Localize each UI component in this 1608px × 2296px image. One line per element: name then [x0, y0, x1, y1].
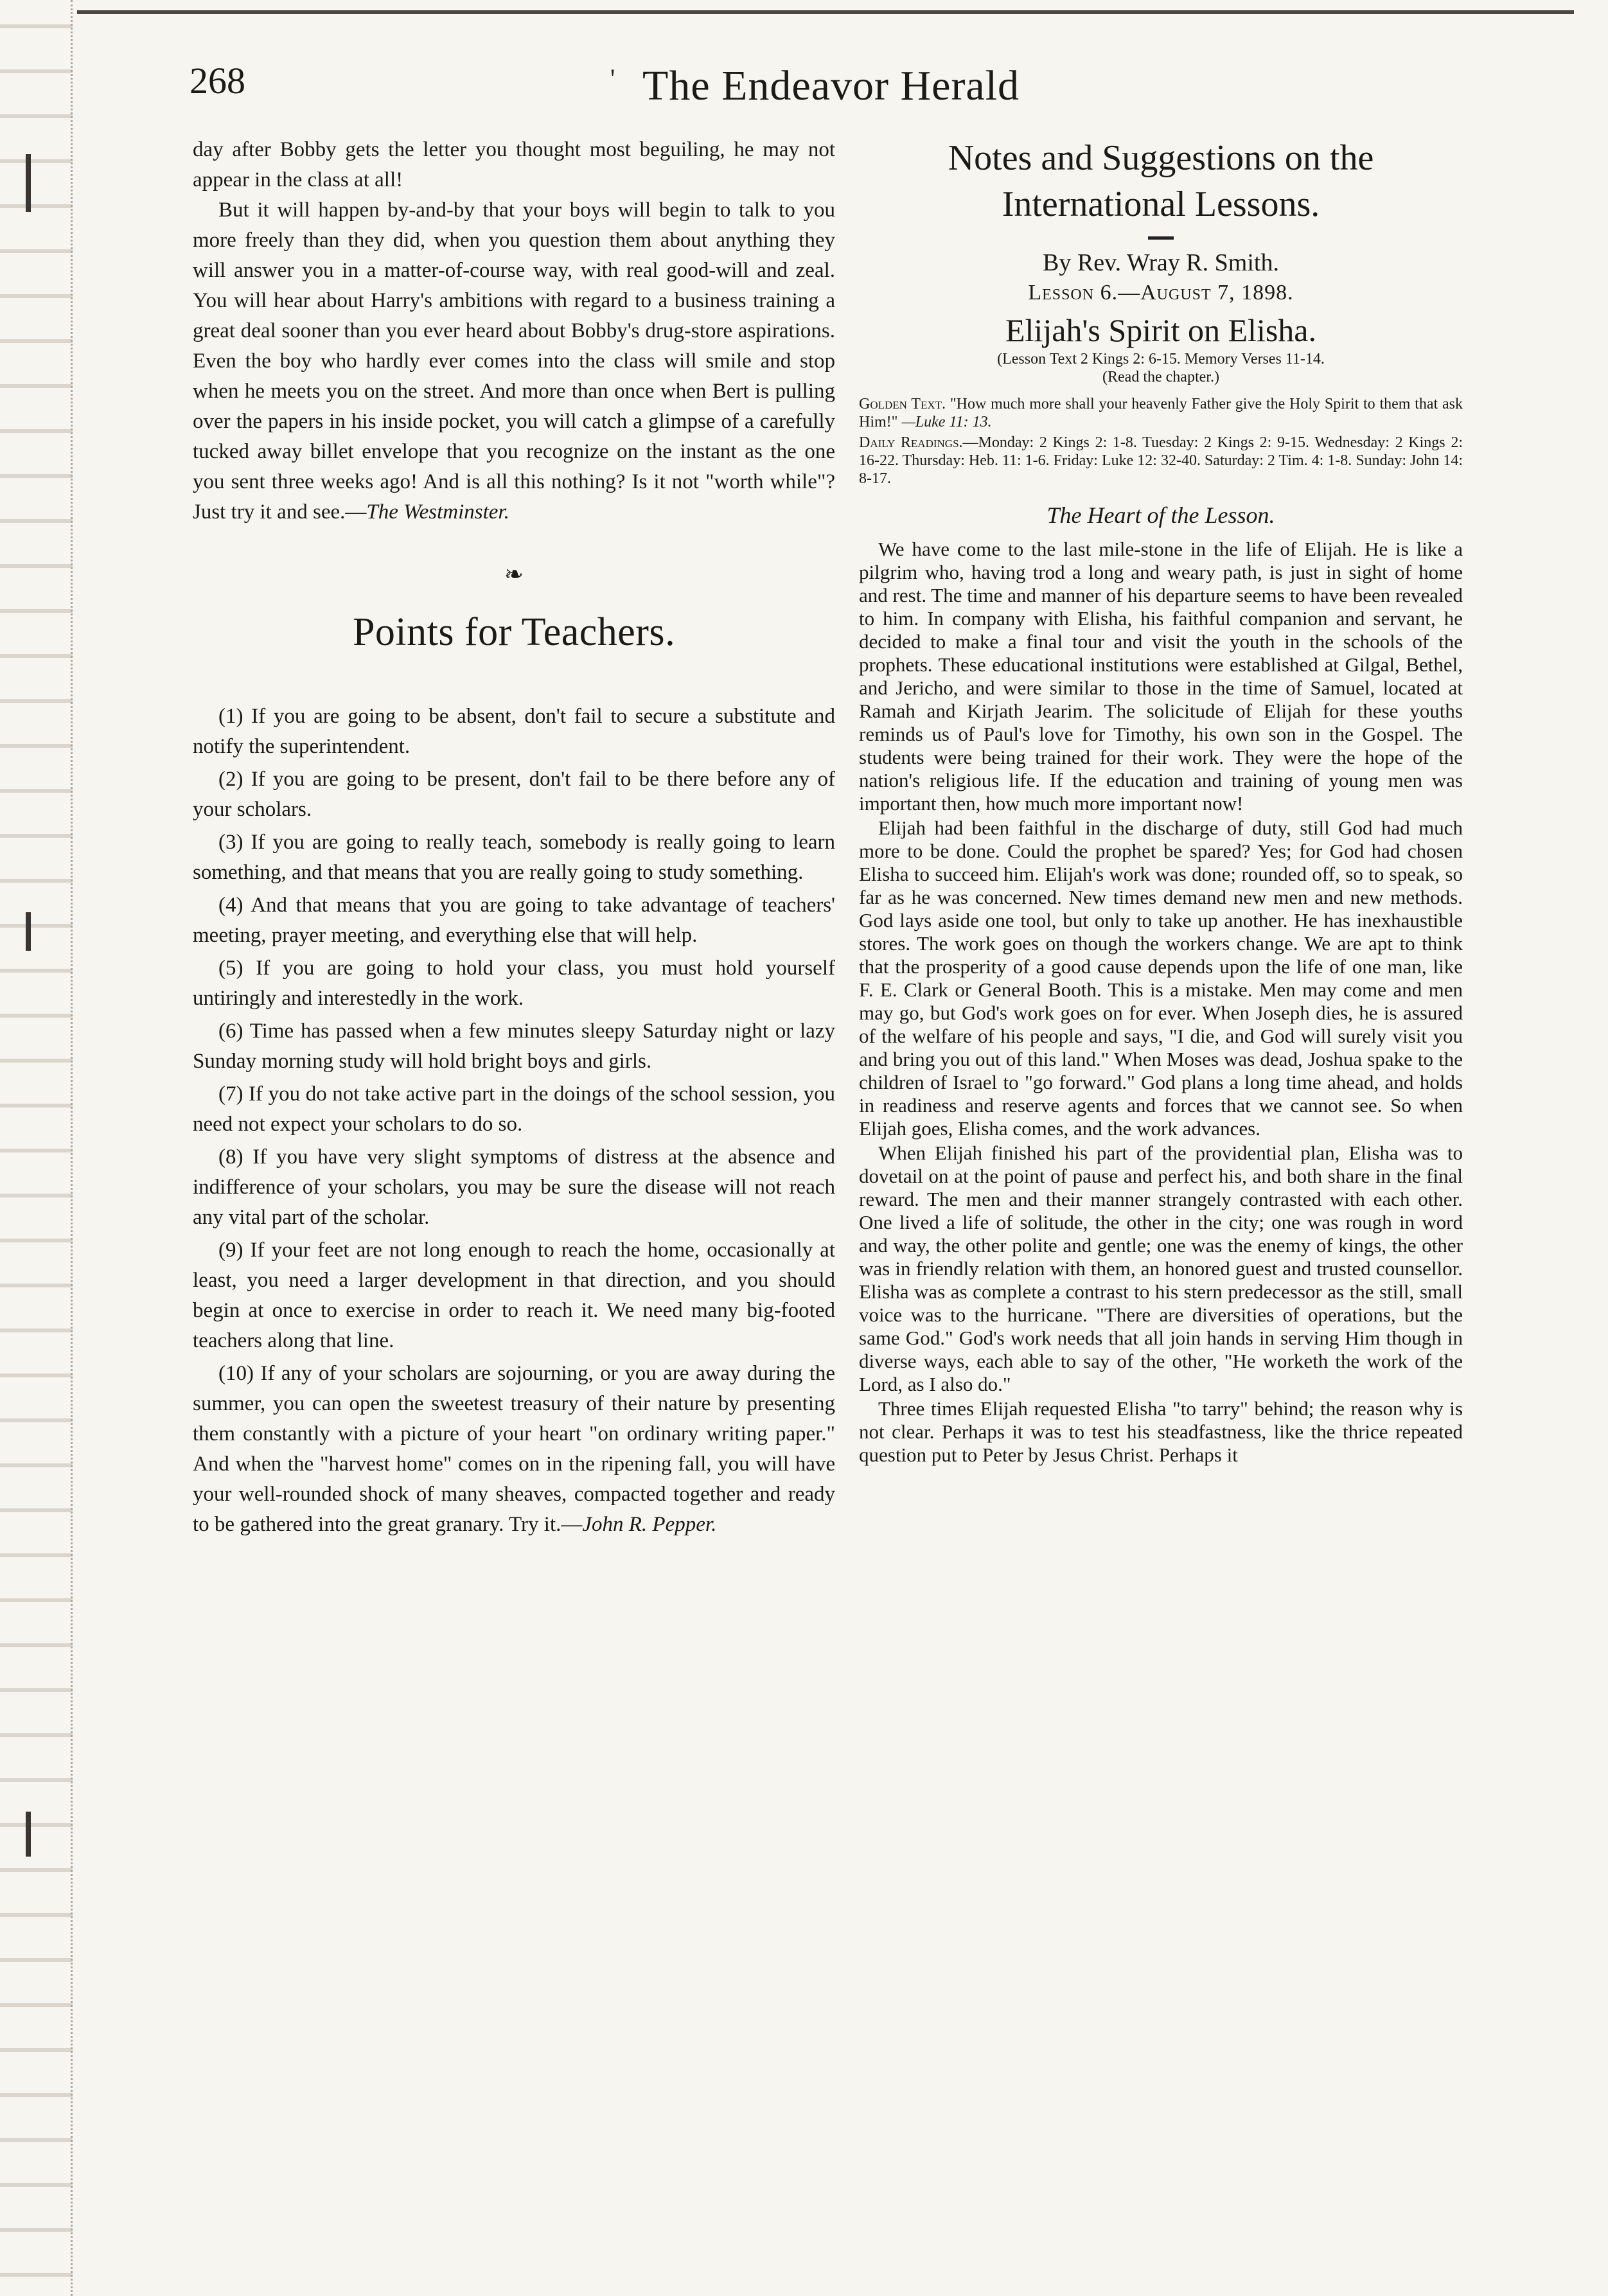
right-column [859, 135, 1463, 1468]
point-item: (8) If you have very slight symptoms of distress at the absence and indifference of your scholars, you may be sure the disease will not reach any vital part of the scholar. [193, 1145, 835, 1229]
lesson-line: Lesson 6.—August 7, 1898. [1028, 281, 1294, 305]
subsection-heading: The Heart of the Lesson. [1047, 502, 1275, 528]
lesson-title: Elijah's Spirit on Elisha. [1005, 312, 1316, 348]
gutter-mark [26, 1812, 31, 1857]
point-item: (5) If you are going to hold your class, you must hold yourself untiringly and interestedly in the work. [193, 957, 835, 1010]
golden-text-ref: —Luke 11: 13. [901, 414, 992, 430]
body-paragraph: Three times Elijah requested Elisha "to tarry" behind; the reason why is not clear. Perhaps it was to test his steadfastness, like the thrice repeated question put to Peter by Jesus Christ. Perhaps it [859, 1397, 1463, 1466]
read-chapter-note: (Read the chapter.) [1102, 369, 1219, 385]
point-text: (10) If any of your scholars are sojourning, or you are away during the summer, you can open the sweetest treasury of their nature by presenting them constantly with a picture of your heart "on ordinary writing paper." And when the "harvest home" comes on in the ripening fall, you will have your well-rounded shock of many sheaves, compacted together and ready to be gathered into the great granary. Try it.— [193, 1362, 835, 1536]
intro-source: The Westminster. [366, 500, 509, 524]
daily-readings-body: —Monday: 2 Kings 2: 1-8. Tuesday: 2 Kings 2: 9-15. Wednesday: 2 Kings 2: 16-22. Thursday: Heb. 11: 1-6. Friday: Luke 12: 32-40. Saturday: 2 Tim. 4: 1-8. Sunday: John 14: 8-17. [859, 434, 1463, 487]
point-item: (4) And that means that you are going to take advantage of teachers' meeting, prayer meeting, and everything else that will help. [193, 894, 835, 947]
body-paragraph: We have come to the last mile-stone in the life of Elijah. He is like a pilgrim who, having trod a long and weary path, is just in sight of home and rest. The time and manner of his departure seems to have been revealed to him. In company with Elisha, his faithful companion and servant, he decided to make a final tour and visit the youth in the schools of the prophets. These educational institutions were established at Gilgal, Bethel, and Jericho, and were similar to those in the time of Samuel, located at Ramah and Kirjath Jearim. The solicitude of Elijah for these youths reminds us of Paul's love for Timothy, his own son in the Gospel. The students were being trained for their work. They were the hope of the nation's religious life. If the education and training of young men was important then, how much more important now! [859, 538, 1463, 815]
lesson-text-ref: (Lesson Text 2 Kings 2: 6-15. Memory Verses 11-14. [997, 351, 1325, 367]
binding-gutter [0, 0, 73, 2296]
title-rule [1148, 236, 1174, 240]
body-paragraph: When Elijah finished his part of the providential plan, Elisha was to dovetail on at the point of pause and perfect his, and both share in the final reward. The men and their manner strangely contrasted with each other. One lived a life of solitude, the other in the city; one was rough in word and way, the other polite and gentle; one was the enemy of kings, the other was in friendly relation with them, an honored guest and trusted counsellor. Elisha was as complete a contrast to his stern predecessor as the still, small voice was to the hurricane. "There are diversities of operations, but the same God." God's work needs that all join hands in serving Him though in diverse ways, each able to say of the other, "He worketh the work of the Lord, as I also do." [859, 1142, 1463, 1395]
intro-paragraph: day after Bobby gets the letter you thought most beguiling, he may not appear in the class at all! [193, 138, 835, 191]
daily-readings-label: Daily Readings. [859, 434, 963, 451]
daily-readings [859, 434, 1463, 488]
intro-text: But it will happen by-and-by that your boys will begin to talk to you more freely than they did, when you question them about anything they will answer you in a matter-of-course way, with real good-will and zeal. You will hear about Harry's ambitions with regard to a business training a great deal sooner than you ever heard about Bobby's drug-store aspirations. Even the boy who hardly ever comes into the class will smile and stop when he meets you on the street. And more than once when Bert is pulling over the papers in his inside pocket, you will catch a glimpse of a carefully tucked away billet envelope that you recognize on the instant as the one you sent three weeks ago! And is all this nothing? Is it not "worth while"? Just try it and see.— [193, 199, 835, 524]
ornament-divider: ❧ [504, 561, 524, 587]
point-item: (1) If you are going to be absent, don't fail to secure a substitute and notify the superintendent. [193, 705, 835, 758]
article-author: By Rev. Wray R. Smith. [1043, 249, 1279, 276]
point-item [193, 1359, 835, 1540]
page-number: 268 [190, 60, 245, 102]
top-rule [77, 10, 1574, 14]
intro-paragraph [193, 195, 835, 527]
points-source: John R. Pepper. [582, 1513, 717, 1536]
body-paragraph: Elijah had been faithful in the discharge of duty, still God had much more to be done. Could the prophet be spared? Yes; for God had chosen Elisha to succeed him. Elijah's work was done; rounded off, so to speak, so far as he was concerned. New times demand new men and new methods. God lays aside one tool, but only to take up another. He has inexhaustible stores. The work goes on though the workers change. We are apt to think that the prosperity of a good cause depends upon the life of one man, like F. E. Clark or General Booth. This is a mistake. Men may come and men may go, but God's work goes on for ever. When Joseph dies, he is assured of the welfare of his people and says, "I die, and God will surely visit you and bring you out of this land." When Moses was dead, Joshua spake to the children of Israel to "go forward." God plans a long time ahead, and holds in readiness and reserve agents and forces that we cannot see. So when Elijah goes, Elisha comes, and the work advances. [859, 817, 1463, 1140]
gutter-mark [26, 154, 31, 212]
point-item: (7) If you do not take active part in the doings of the school session, you need not expect your scholars to do so. [193, 1082, 835, 1136]
point-item: (9) If your feet are not long enough to reach the home, occasionally at least, you need a larger development in that direction, and you should begin at once to exercise in order to reach it. We need many big-footed teachers along that line. [193, 1239, 835, 1352]
article-title: Notes and Suggestions on the International Lessons. [948, 138, 1374, 224]
golden-text-label: Golden Text. [859, 396, 946, 412]
golden-text-body: "How much more shall your heavenly Father give the Holy Spirit to them that ask Him!" [859, 396, 1463, 430]
section-heading: Points for Teachers. [352, 610, 676, 654]
point-item: (6) Time has passed when a few minutes sleepy Saturday night or lazy Sunday morning study will hold bright boys and girls. [193, 1020, 835, 1073]
point-item: (3) If you are going to really teach, somebody is really going to learn something, and that means that you are really going to study something. [193, 831, 835, 884]
left-column [193, 135, 835, 1542]
golden-text [859, 395, 1463, 431]
gutter-mark [26, 912, 31, 951]
page-header-title: The Endeavor Herald [642, 62, 1020, 109]
point-item: (2) If you are going to be present, don't fail to be there before any of your scholars. [193, 768, 835, 821]
header-tick: ' [610, 64, 615, 93]
